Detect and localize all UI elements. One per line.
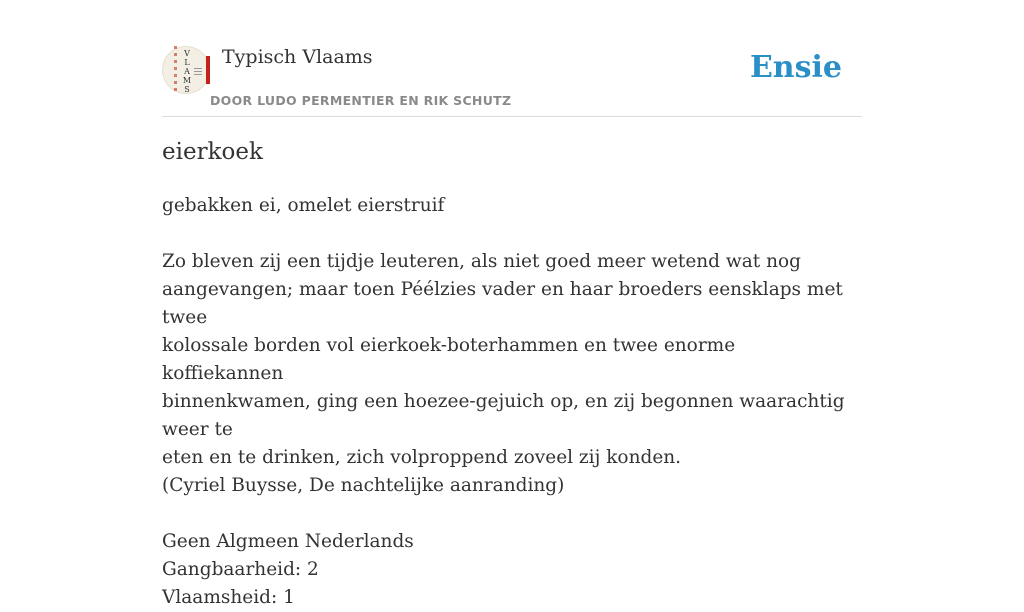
entry-quote (162, 248, 862, 472)
spacer (162, 500, 862, 528)
cover-letters (181, 49, 193, 94)
cover-text-lines (194, 68, 202, 76)
cover-spine-decoration (174, 46, 177, 94)
book-cover-icon[interactable] (162, 46, 210, 94)
entry-meta-line: Gangbaarheid: 2 (162, 559, 319, 580)
quote-line: binnenkwamen, ging een hoezee-gejuich op, en zij begonnen waarachtig weer te (162, 391, 845, 440)
cover-letter: V (184, 49, 190, 58)
entry-meta-line: Vlaamsheid: 1 (162, 587, 295, 608)
entry-meta-line: Geen Algmeen Nederlands (162, 531, 414, 552)
entry-definition: gebakken ei, omelet eierstruif (162, 195, 445, 216)
quote-source: (Cyriel Buysse, De nachtelijke aanranding) (162, 475, 565, 496)
entry-body (162, 192, 862, 612)
cover-letter: L (184, 58, 190, 67)
quote-line: aangevangen; maar toen Péélzies vader en haar broeders eensklaps met twee (162, 279, 843, 328)
quote-line: kolossale borden vol eierkoek-boterhammen en twee enorme koffiekannen (162, 335, 736, 384)
page-container (162, 0, 862, 608)
ensie-logo-link[interactable]: Ensie (749, 50, 842, 85)
cover-letter: S (184, 85, 190, 94)
cover-letter: A (184, 67, 190, 76)
entry-headword: eierkoek (162, 139, 263, 165)
dictionary-header (162, 0, 862, 117)
dictionary-title-link[interactable]: Typisch Vlaams (222, 46, 373, 68)
dictionary-authors: DOOR LUDO PERMENTIER EN RIK SCHUTZ (210, 93, 512, 108)
quote-line: eten en te drinken, zich volproppend zoveel zij konden. (162, 447, 682, 468)
spacer (162, 220, 862, 248)
cover-red-edge (206, 56, 210, 84)
quote-line: Zo bleven zij een tijdje leuteren, als niet goed meer wetend wat nog (162, 251, 801, 272)
cover-letter: M (182, 76, 192, 85)
